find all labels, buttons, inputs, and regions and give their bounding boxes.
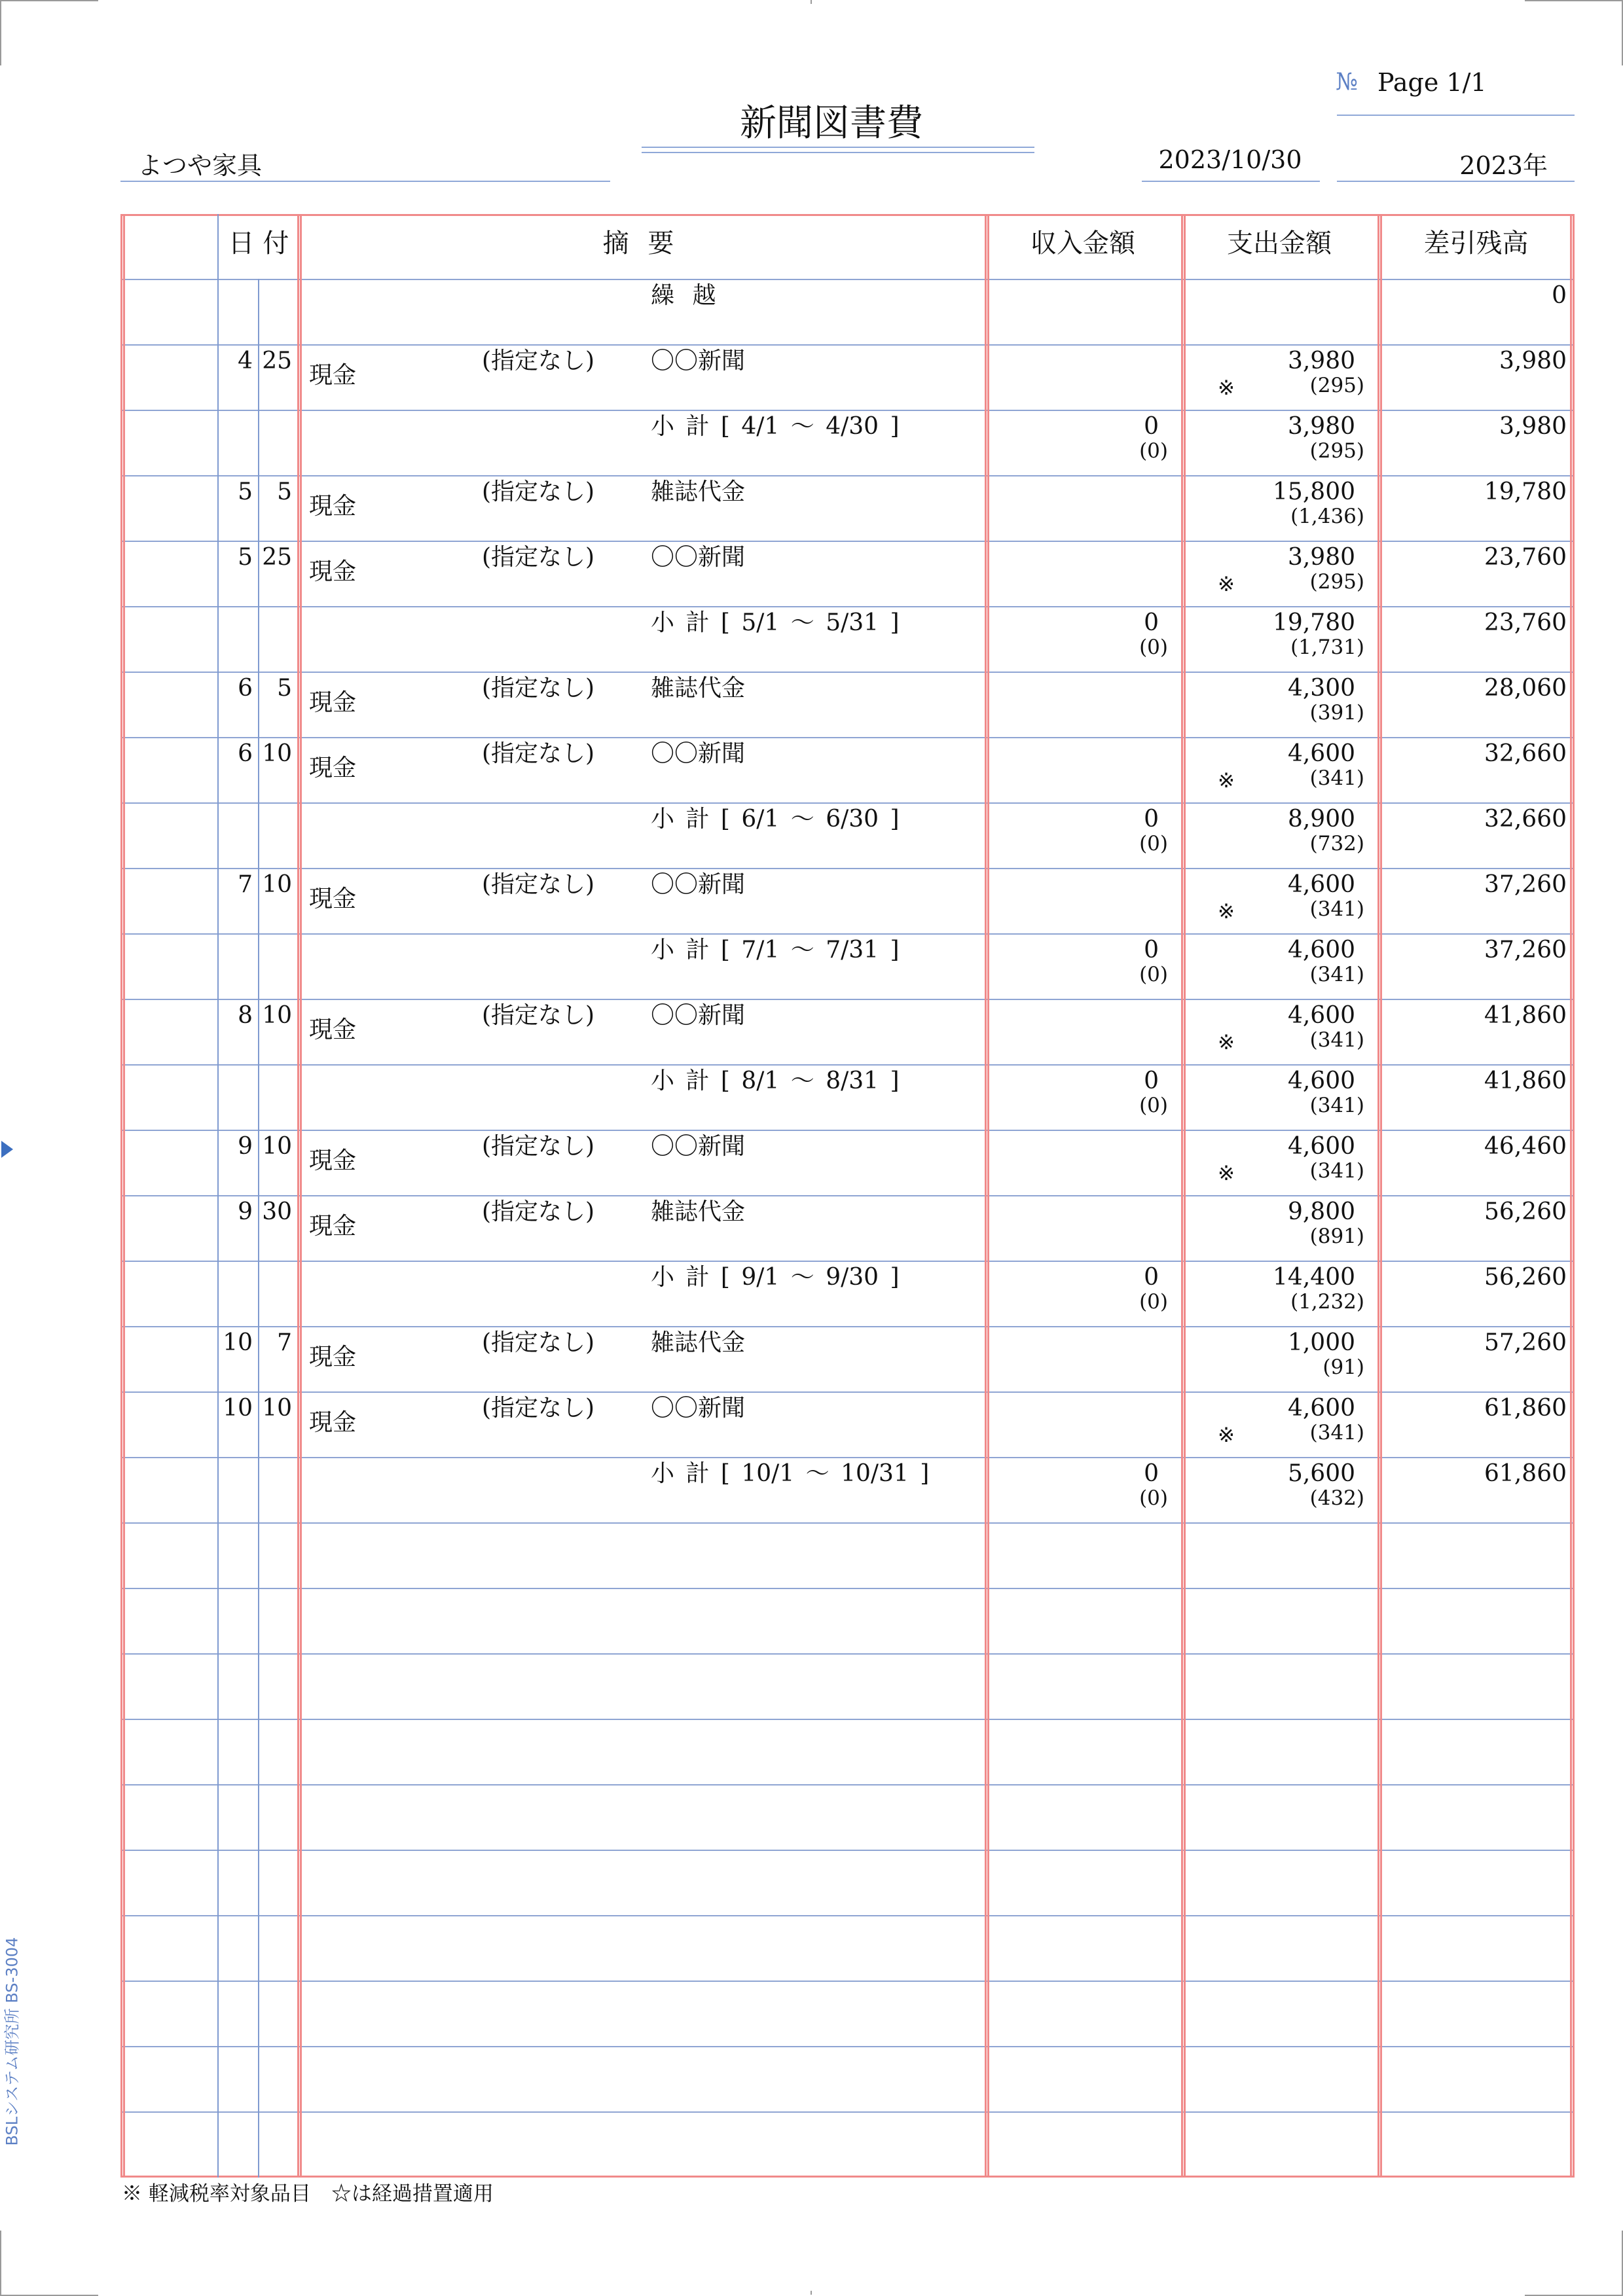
entry-expense: 1,000 <box>1287 1329 1355 1356</box>
entry-day: 25 <box>262 348 292 374</box>
entry-day: 10 <box>262 1133 292 1160</box>
row-rule <box>120 541 1575 542</box>
entry-balance: 19,780 <box>1484 478 1567 505</box>
entry-description: 〇〇新聞 <box>651 871 746 898</box>
entry-account: 現金 <box>309 1213 357 1240</box>
title-underline-1 <box>642 147 1034 148</box>
entry-expense-tax: (295) <box>1309 374 1364 397</box>
row-rule <box>120 1784 1575 1785</box>
entry-description: 〇〇新聞 <box>651 544 746 571</box>
entry-balance: 23,760 <box>1484 544 1567 571</box>
reduced-tax-mark: ※ <box>1218 1031 1235 1054</box>
entry-day: 30 <box>262 1198 292 1225</box>
subtotal-balance: 32,660 <box>1484 806 1567 833</box>
entry-expense-tax: (341) <box>1309 1028 1364 1052</box>
row-rule <box>120 1391 1575 1393</box>
entry-day: 7 <box>277 1329 292 1356</box>
entry-expense-tax: (341) <box>1309 1159 1364 1183</box>
row-rule <box>120 1326 1575 1327</box>
entry-account: 現金 <box>309 493 357 520</box>
col-header-expense: 支出金額 <box>1227 228 1332 259</box>
row-rule <box>120 933 1575 935</box>
reduced-tax-mark: ※ <box>1218 573 1235 596</box>
entry-tax-class: (指定なし) <box>482 1198 595 1225</box>
row-rule <box>120 410 1575 411</box>
company-name: よつや家具 <box>137 151 263 180</box>
crop-mark-top-left-v <box>0 0 1 65</box>
reduced-tax-mark: ※ <box>1218 900 1235 924</box>
subtotal-expense: 4,600 <box>1287 937 1355 963</box>
entry-month: 9 <box>238 1198 253 1225</box>
entry-account: 現金 <box>309 689 357 716</box>
table-top-rule <box>120 214 1575 216</box>
entry-day: 25 <box>262 544 292 571</box>
rule-expense-left <box>1181 214 1183 2178</box>
entry-month: 9 <box>238 1133 253 1160</box>
subtotal-income-tax: (0) <box>1139 832 1168 855</box>
entry-balance: 57,260 <box>1484 1329 1567 1356</box>
crop-mark-top-left <box>0 0 98 1</box>
carry-over-balance: 0 <box>1552 282 1567 309</box>
row-rule <box>120 344 1575 346</box>
date-underline <box>1142 181 1320 182</box>
row-rule <box>120 1130 1575 1131</box>
crop-mark-top-right <box>1525 0 1623 1</box>
subtotal-expense-tax: (341) <box>1309 1094 1364 1117</box>
subtotal-expense-tax: (432) <box>1309 1486 1364 1510</box>
company-underline <box>120 181 610 182</box>
entry-tax-class: (指定なし) <box>482 348 595 374</box>
entry-tax-class: (指定なし) <box>482 740 595 767</box>
rule-income-left-inner <box>987 214 989 2178</box>
subtotal-income-tax: (0) <box>1139 963 1168 986</box>
entry-description: 雑誌代金 <box>651 1329 746 1356</box>
page-number: Page 1/1 <box>1377 68 1487 97</box>
subtotal-label: 小 計 [ 5/1 〜 5/31 ] <box>651 609 900 636</box>
ledger-table <box>120 214 1575 2178</box>
row-rule <box>120 868 1575 869</box>
number-label: № <box>1336 69 1359 96</box>
rule-right-inner <box>1570 214 1572 2178</box>
fiscal-year: 2023年 <box>1459 151 1548 180</box>
entry-expense-tax: (891) <box>1309 1225 1364 1248</box>
entry-month: 4 <box>238 348 253 374</box>
entry-expense: 4,600 <box>1287 1133 1355 1160</box>
entry-month: 6 <box>238 675 253 702</box>
entry-description: 〇〇新聞 <box>651 740 746 767</box>
entry-expense-tax: (391) <box>1309 701 1364 725</box>
row-rule <box>120 1457 1575 1458</box>
subtotal-income-tax: (0) <box>1139 1290 1168 1314</box>
entry-account: 現金 <box>309 558 357 585</box>
rule-income-left <box>985 214 987 2178</box>
entry-balance: 28,060 <box>1484 675 1567 702</box>
entry-balance: 41,860 <box>1484 1002 1567 1029</box>
header-bottom-rule <box>120 279 1575 280</box>
entry-day: 5 <box>277 675 292 702</box>
entry-description: 〇〇新聞 <box>651 1395 746 1422</box>
entry-description: 〇〇新聞 <box>651 1133 746 1160</box>
row-rule <box>120 1261 1575 1262</box>
page-title: 新聞図書費 <box>740 102 923 145</box>
subtotal-income: 0 <box>1144 413 1159 440</box>
row-rule <box>120 606 1575 607</box>
year-underline <box>1337 181 1575 182</box>
entry-expense: 3,980 <box>1287 544 1355 571</box>
entry-day: 10 <box>262 1395 292 1422</box>
side-marker-icon <box>0 1139 14 1159</box>
row-rule <box>120 1850 1575 1851</box>
entry-description: 〇〇新聞 <box>651 348 746 374</box>
subtotal-expense: 5,600 <box>1287 1460 1355 1487</box>
entry-tax-class: (指定なし) <box>482 1133 595 1160</box>
entry-expense: 4,600 <box>1287 740 1355 767</box>
subtotal-income-tax: (0) <box>1139 1094 1168 1117</box>
entry-expense-tax: (341) <box>1309 1421 1364 1444</box>
subtotal-income-tax: (0) <box>1139 1486 1168 1510</box>
entry-expense: 4,300 <box>1287 675 1355 702</box>
entry-month: 10 <box>223 1395 253 1422</box>
subtotal-expense: 19,780 <box>1273 609 1355 636</box>
entry-description: 雑誌代金 <box>651 478 746 505</box>
row-rule <box>120 1522 1575 1524</box>
rule-date-right <box>297 214 299 2178</box>
crop-mark-bottom-left-v <box>0 2231 1 2296</box>
rule-date-right-inner <box>300 214 302 2178</box>
entry-month: 7 <box>238 871 253 898</box>
entry-balance: 46,460 <box>1484 1133 1567 1160</box>
entry-account: 現金 <box>309 362 357 389</box>
entry-tax-class: (指定なし) <box>482 478 595 505</box>
subtotal-label: 小 計 [ 7/1 〜 7/31 ] <box>651 937 900 963</box>
entry-month: 8 <box>238 1002 253 1029</box>
entry-account: 現金 <box>309 755 357 781</box>
row-rule <box>120 999 1575 1000</box>
subtotal-income: 0 <box>1144 1264 1159 1291</box>
entry-account: 現金 <box>309 1147 357 1174</box>
entry-balance: 32,660 <box>1484 740 1567 767</box>
subtotal-expense-tax: (1,731) <box>1290 636 1364 659</box>
rule-date-left <box>217 214 219 2178</box>
row-rule <box>120 1981 1575 1982</box>
row-rule <box>120 1195 1575 1196</box>
print-date: 2023/10/30 <box>1158 145 1302 174</box>
subtotal-balance: 41,860 <box>1484 1067 1567 1094</box>
subtotal-expense: 3,980 <box>1287 413 1355 440</box>
entry-expense: 4,600 <box>1287 871 1355 898</box>
subtotal-income: 0 <box>1144 937 1159 963</box>
subtotal-expense: 4,600 <box>1287 1067 1355 1094</box>
carry-over-label: 繰 越 <box>651 282 721 309</box>
entry-tax-class: (指定なし) <box>482 1002 595 1029</box>
subtotal-expense-tax: (732) <box>1309 832 1364 855</box>
entry-account: 現金 <box>309 1409 357 1436</box>
subtotal-label: 小 計 [ 10/1 〜 10/31 ] <box>651 1460 930 1487</box>
rule-month-day <box>258 279 259 2178</box>
rule-balance-left <box>1377 214 1379 2178</box>
subtotal-income: 0 <box>1144 609 1159 636</box>
entry-account: 現金 <box>309 1344 357 1371</box>
subtotal-label: 小 計 [ 6/1 〜 6/30 ] <box>651 806 900 833</box>
subtotal-balance: 23,760 <box>1484 609 1567 636</box>
entry-expense-tax: (341) <box>1309 766 1364 790</box>
subtotal-expense-tax: (1,232) <box>1290 1290 1364 1314</box>
entry-day: 10 <box>262 740 292 767</box>
subtotal-label: 小 計 [ 8/1 〜 8/31 ] <box>651 1067 900 1094</box>
entry-tax-class: (指定なし) <box>482 544 595 571</box>
reduced-tax-mark: ※ <box>1218 376 1235 400</box>
subtotal-expense: 8,900 <box>1287 806 1355 833</box>
subtotal-income: 0 <box>1144 806 1159 833</box>
title-underline-2 <box>642 152 1034 153</box>
entry-expense: 3,980 <box>1287 348 1355 374</box>
entry-balance: 56,260 <box>1484 1198 1567 1225</box>
entry-month: 5 <box>238 544 253 571</box>
col-header-description: 摘 要 <box>602 228 680 259</box>
rule-expense-left-inner <box>1184 214 1186 2178</box>
rule-right <box>1573 214 1575 2178</box>
rule-left-inner <box>123 214 125 2178</box>
row-rule <box>120 1719 1575 1720</box>
subtotal-balance: 61,860 <box>1484 1460 1567 1487</box>
col-header-balance: 差引残高 <box>1423 228 1529 259</box>
entry-day: 10 <box>262 871 292 898</box>
entry-balance: 37,260 <box>1484 871 1567 898</box>
subtotal-income-tax: (0) <box>1139 439 1168 463</box>
col-header-income: 収入金額 <box>1030 228 1135 259</box>
subtotal-balance: 37,260 <box>1484 937 1567 963</box>
rule-balance-left-inner <box>1380 214 1382 2178</box>
entry-month: 5 <box>238 478 253 505</box>
row-rule <box>120 2111 1575 2113</box>
crop-mark-top-center <box>811 0 812 4</box>
entry-day: 10 <box>262 1002 292 1029</box>
row-rule <box>120 2046 1575 2047</box>
row-rule <box>120 1653 1575 1655</box>
entry-account: 現金 <box>309 886 357 912</box>
col-header-date: 日 付 <box>228 228 289 259</box>
crop-mark-bottom-center <box>811 2291 812 2295</box>
entry-day: 5 <box>277 478 292 505</box>
entry-tax-class: (指定なし) <box>482 675 595 702</box>
row-rule <box>120 1915 1575 1916</box>
entry-balance: 3,980 <box>1499 348 1567 374</box>
page-underline <box>1337 115 1575 116</box>
subtotal-label: 小 計 [ 9/1 〜 9/30 ] <box>651 1264 900 1291</box>
rule-left <box>120 214 122 2178</box>
entry-tax-class: (指定なし) <box>482 871 595 898</box>
entry-account: 現金 <box>309 1016 357 1043</box>
entry-expense: 4,600 <box>1287 1395 1355 1422</box>
subtotal-label: 小 計 [ 4/1 〜 4/30 ] <box>651 413 900 440</box>
subtotal-expense-tax: (341) <box>1309 963 1364 986</box>
row-rule <box>120 1064 1575 1066</box>
entry-description: 〇〇新聞 <box>651 1002 746 1029</box>
row-rule <box>120 672 1575 673</box>
reduced-tax-mark: ※ <box>1218 1162 1235 1185</box>
footer-note: ※ 軽減税率対象品目 ☆は経過措置適用 <box>122 2182 494 2206</box>
subtotal-income-tax: (0) <box>1139 636 1168 659</box>
entry-expense: 15,800 <box>1273 478 1355 505</box>
subtotal-balance: 56,260 <box>1484 1264 1567 1291</box>
reduced-tax-mark: ※ <box>1218 1424 1235 1447</box>
entry-description: 雑誌代金 <box>651 1198 746 1225</box>
reduced-tax-mark: ※ <box>1218 769 1235 793</box>
row-rule <box>120 737 1575 738</box>
entry-tax-class: (指定なし) <box>482 1329 595 1356</box>
entry-expense-tax: (295) <box>1309 570 1364 594</box>
side-vendor-text: BSLシステム研究所 BS-3004 <box>3 1937 22 2146</box>
entry-tax-class: (指定なし) <box>482 1395 595 1422</box>
row-rule <box>120 475 1575 476</box>
entry-expense: 4,600 <box>1287 1002 1355 1029</box>
entry-expense-tax: (341) <box>1309 897 1364 921</box>
entry-balance: 61,860 <box>1484 1395 1567 1422</box>
entry-month: 10 <box>223 1329 253 1356</box>
subtotal-income: 0 <box>1144 1460 1159 1487</box>
subtotal-expense-tax: (295) <box>1309 439 1364 463</box>
entry-description: 雑誌代金 <box>651 675 746 702</box>
row-rule <box>120 1588 1575 1589</box>
entry-expense: 9,800 <box>1287 1198 1355 1225</box>
subtotal-expense: 14,400 <box>1273 1264 1355 1291</box>
entry-expense-tax: (91) <box>1322 1355 1364 1379</box>
row-rule <box>120 802 1575 804</box>
entry-month: 6 <box>238 740 253 767</box>
subtotal-income: 0 <box>1144 1067 1159 1094</box>
subtotal-balance: 3,980 <box>1499 413 1567 440</box>
entry-expense-tax: (1,436) <box>1290 505 1364 528</box>
